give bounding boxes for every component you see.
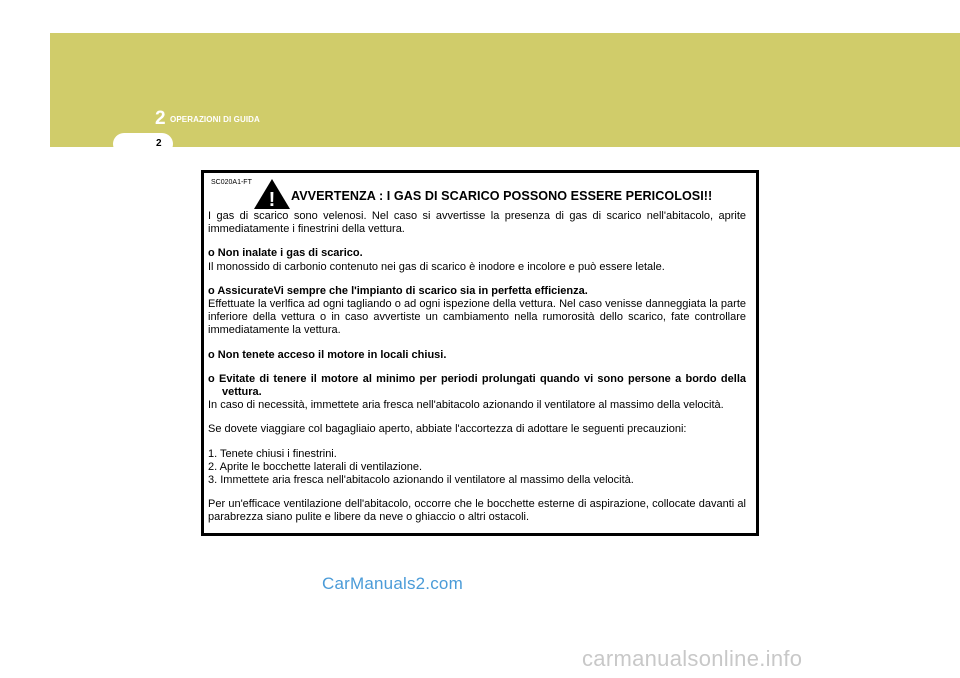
page-number: 2 (156, 138, 162, 149)
step-item-1: 1. Tenete chiusi i finestrini. (208, 447, 337, 460)
trunk-intro-paragraph: Se dovete viaggiare col bagagliaio aperto, abbiate l'accortezza di adottare le seguenti precauzioni: (208, 423, 687, 436)
intro-paragraph: I gas di scarico sono velenosi. Nel caso si avvertisse la presenza di gas di scarico nell'abitacolo, aprite immediatamente i finestrini della vettura. (208, 210, 746, 236)
bullet-text-4: In caso di necessità, immettete aria fresca nell'abitacolo azionando il ventilatore al massimo della velocità. (208, 399, 724, 412)
chapter-title: OPERAZIONI DI GUIDA (170, 115, 260, 124)
bullet-title-1: o Non inalate i gas di scarico. (208, 247, 363, 260)
exclamation-warning-icon (253, 178, 291, 210)
warning-heading: AVVERTENZA : I GAS DI SCARICO POSSONO ESSERE PERICOLOSI!! (291, 189, 713, 203)
header-band (50, 33, 960, 147)
bullet-title-2: o AssicurateVi sempre che l'impianto di scarico sia in perfetta efficienza. (208, 284, 588, 297)
bullet-title-3: o Non tenete acceso il motore in locali chiusi. (208, 348, 447, 361)
carmanuals-logo-link[interactable]: CarManuals2.com (322, 574, 463, 593)
warning-glyph: ! (268, 189, 276, 210)
bullet-text-1: Il monossido di carbonio contenuto nei gas di scarico è inodore e incolore e può essere letale. (208, 260, 665, 273)
reference-code: SC020A1-FT (211, 179, 252, 186)
chapter-number: 2 (155, 108, 166, 129)
step-item-2: 2. Aprite le bocchette laterali di ventilazione. (208, 460, 423, 473)
bullet-text-2: Effettuate la verlfica ad ogni tagliando o ad ogni ispezione della vettura. Nel caso venisse danneggiata la parte inferiore della vettura o in caso avvertiste un cambiamento nella rumorosità dello scarico, fate controllare immediatamente la vettura. (208, 298, 746, 337)
warning-body (208, 210, 746, 525)
closing-paragraph: Per un'efficace ventilazione dell'abitacolo, occorre che le bocchette esterne di aspirazione, collocate davanti al parabrezza siano pulite e libere da neve o ghiaccio o altri ostacoli. (208, 498, 746, 524)
watermark-text: carmanualsonline.info (582, 646, 803, 671)
bullet-title-4: o Evitate di tenere il motore al minimo per periodi prolungati quando vi sono persone a bordo della vettura. (208, 372, 746, 399)
step-item-3: 3. Immettete aria fresca nell'abitacolo azionando il ventilatore al massimo della velocità. (208, 474, 634, 487)
page-tab (113, 133, 173, 155)
